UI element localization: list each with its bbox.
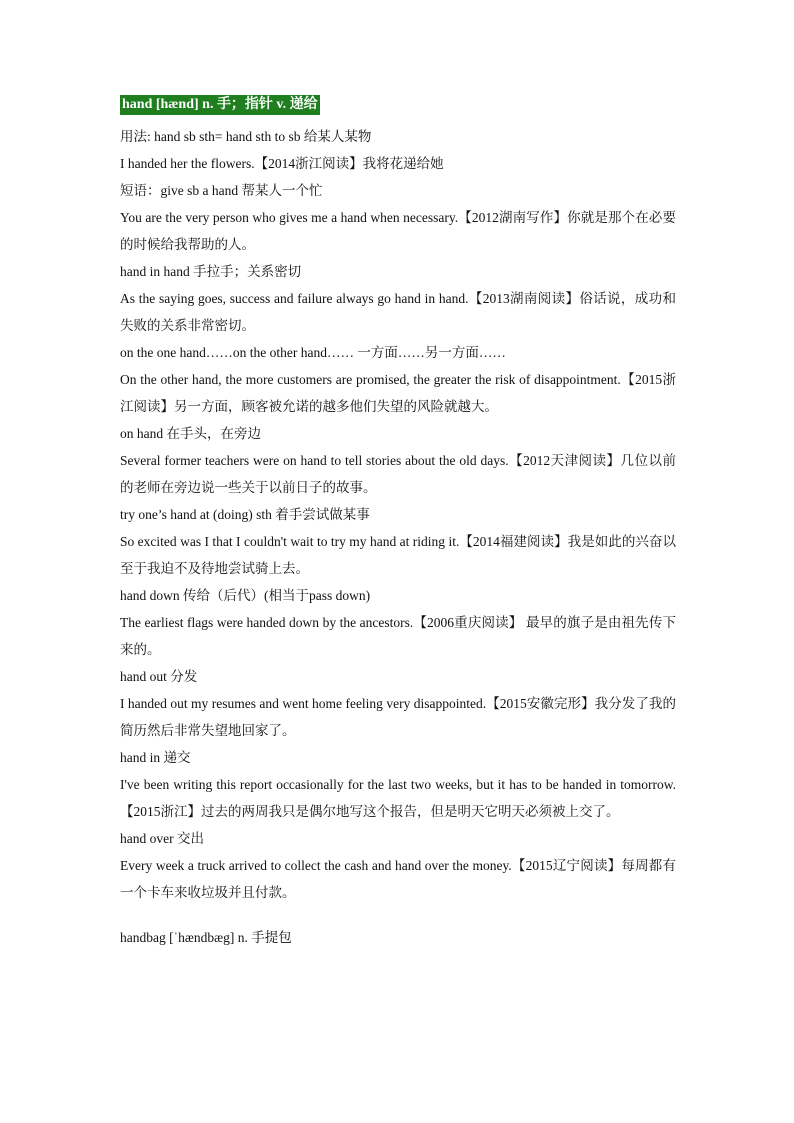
phrase-example-line: As the saying goes, success and failure always go hand in hand.【2013湖南阅读】俗话说，成功和失败的关系非常密切。 [120, 291, 676, 333]
phrase-line: hand in 递交 [120, 750, 191, 765]
usage-line: 用法: hand sb sth= hand sth to sb 给某人某物 [120, 129, 372, 144]
phrase-example-line: You are the very person who gives me a hand when necessary.【2012湖南写作】你就是那个在必要的时候给我帮助的人。 [120, 210, 676, 252]
phrase-example-line: So excited was I that I couldn't wait to try my hand at riding it.【2014福建阅读】我是如此的兴奋以至于我迫不及待地尝试骑上去。 [120, 534, 676, 576]
phrase-example-line: I've been writing this report occasionally for the last two weeks, but it has to be handed in tomorrow.【2015浙江】过去的两周我只是偶尔地写这个报告，但是明天它明天必须被上交了。 [120, 777, 676, 819]
phrase-example-line: Several former teachers were on hand to tell stories about the old days.【2012天津阅读】几位以前的老师在旁边说一些关于以前日子的故事。 [120, 453, 676, 495]
phrase-line: hand over 交出 [120, 831, 204, 846]
phrase-example-line: I handed out my resumes and went home feeling very disappointed.【2015安徽完形】我分发了我的简历然后非常失望地回家了。 [120, 696, 676, 738]
document-page [120, 95, 676, 951]
phrase-line: hand out 分发 [120, 669, 198, 684]
spacer [120, 906, 676, 924]
phrase-line: on hand 在手头，在旁边 [120, 426, 261, 441]
example-line: I handed her the flowers.【2014浙江阅读】我将花递给她 [120, 156, 444, 171]
phrase-example-line: Every week a truck arrived to collect the cash and hand over the money.【2015辽宁阅读】每周都有一个卡车来收垃圾并且付款。 [120, 858, 676, 900]
phrase-example-line: The earliest flags were handed down by the ancestors.【2006重庆阅读】 最早的旗子是由祖先传下来的。 [120, 615, 676, 657]
phrase-example-line: On the other hand, the more customers are promised, the greater the risk of disappointment.【2015浙江阅读】另一方面，顾客被允诺的越多他们失望的风险就越大。 [120, 372, 676, 414]
phrase-label-line: 短语：give sb a hand 帮某人一个忙 [120, 183, 323, 198]
phrase-line: hand down 传给（后代）(相当于pass down) [120, 588, 371, 603]
entry2-headword-line: handbag [ˈhændbæg] n. 手提包 [120, 930, 292, 945]
phrase-line: hand in hand 手拉手；关系密切 [120, 264, 302, 279]
phrase-line: on the one hand……on the other hand…… 一方面……另一方面…… [120, 345, 506, 360]
entry-headword: hand [hænd] n. 手；指针 v. 递给 [120, 95, 320, 115]
phrase-line: try one’s hand at (doing) sth 着手尝试做某事 [120, 507, 370, 522]
